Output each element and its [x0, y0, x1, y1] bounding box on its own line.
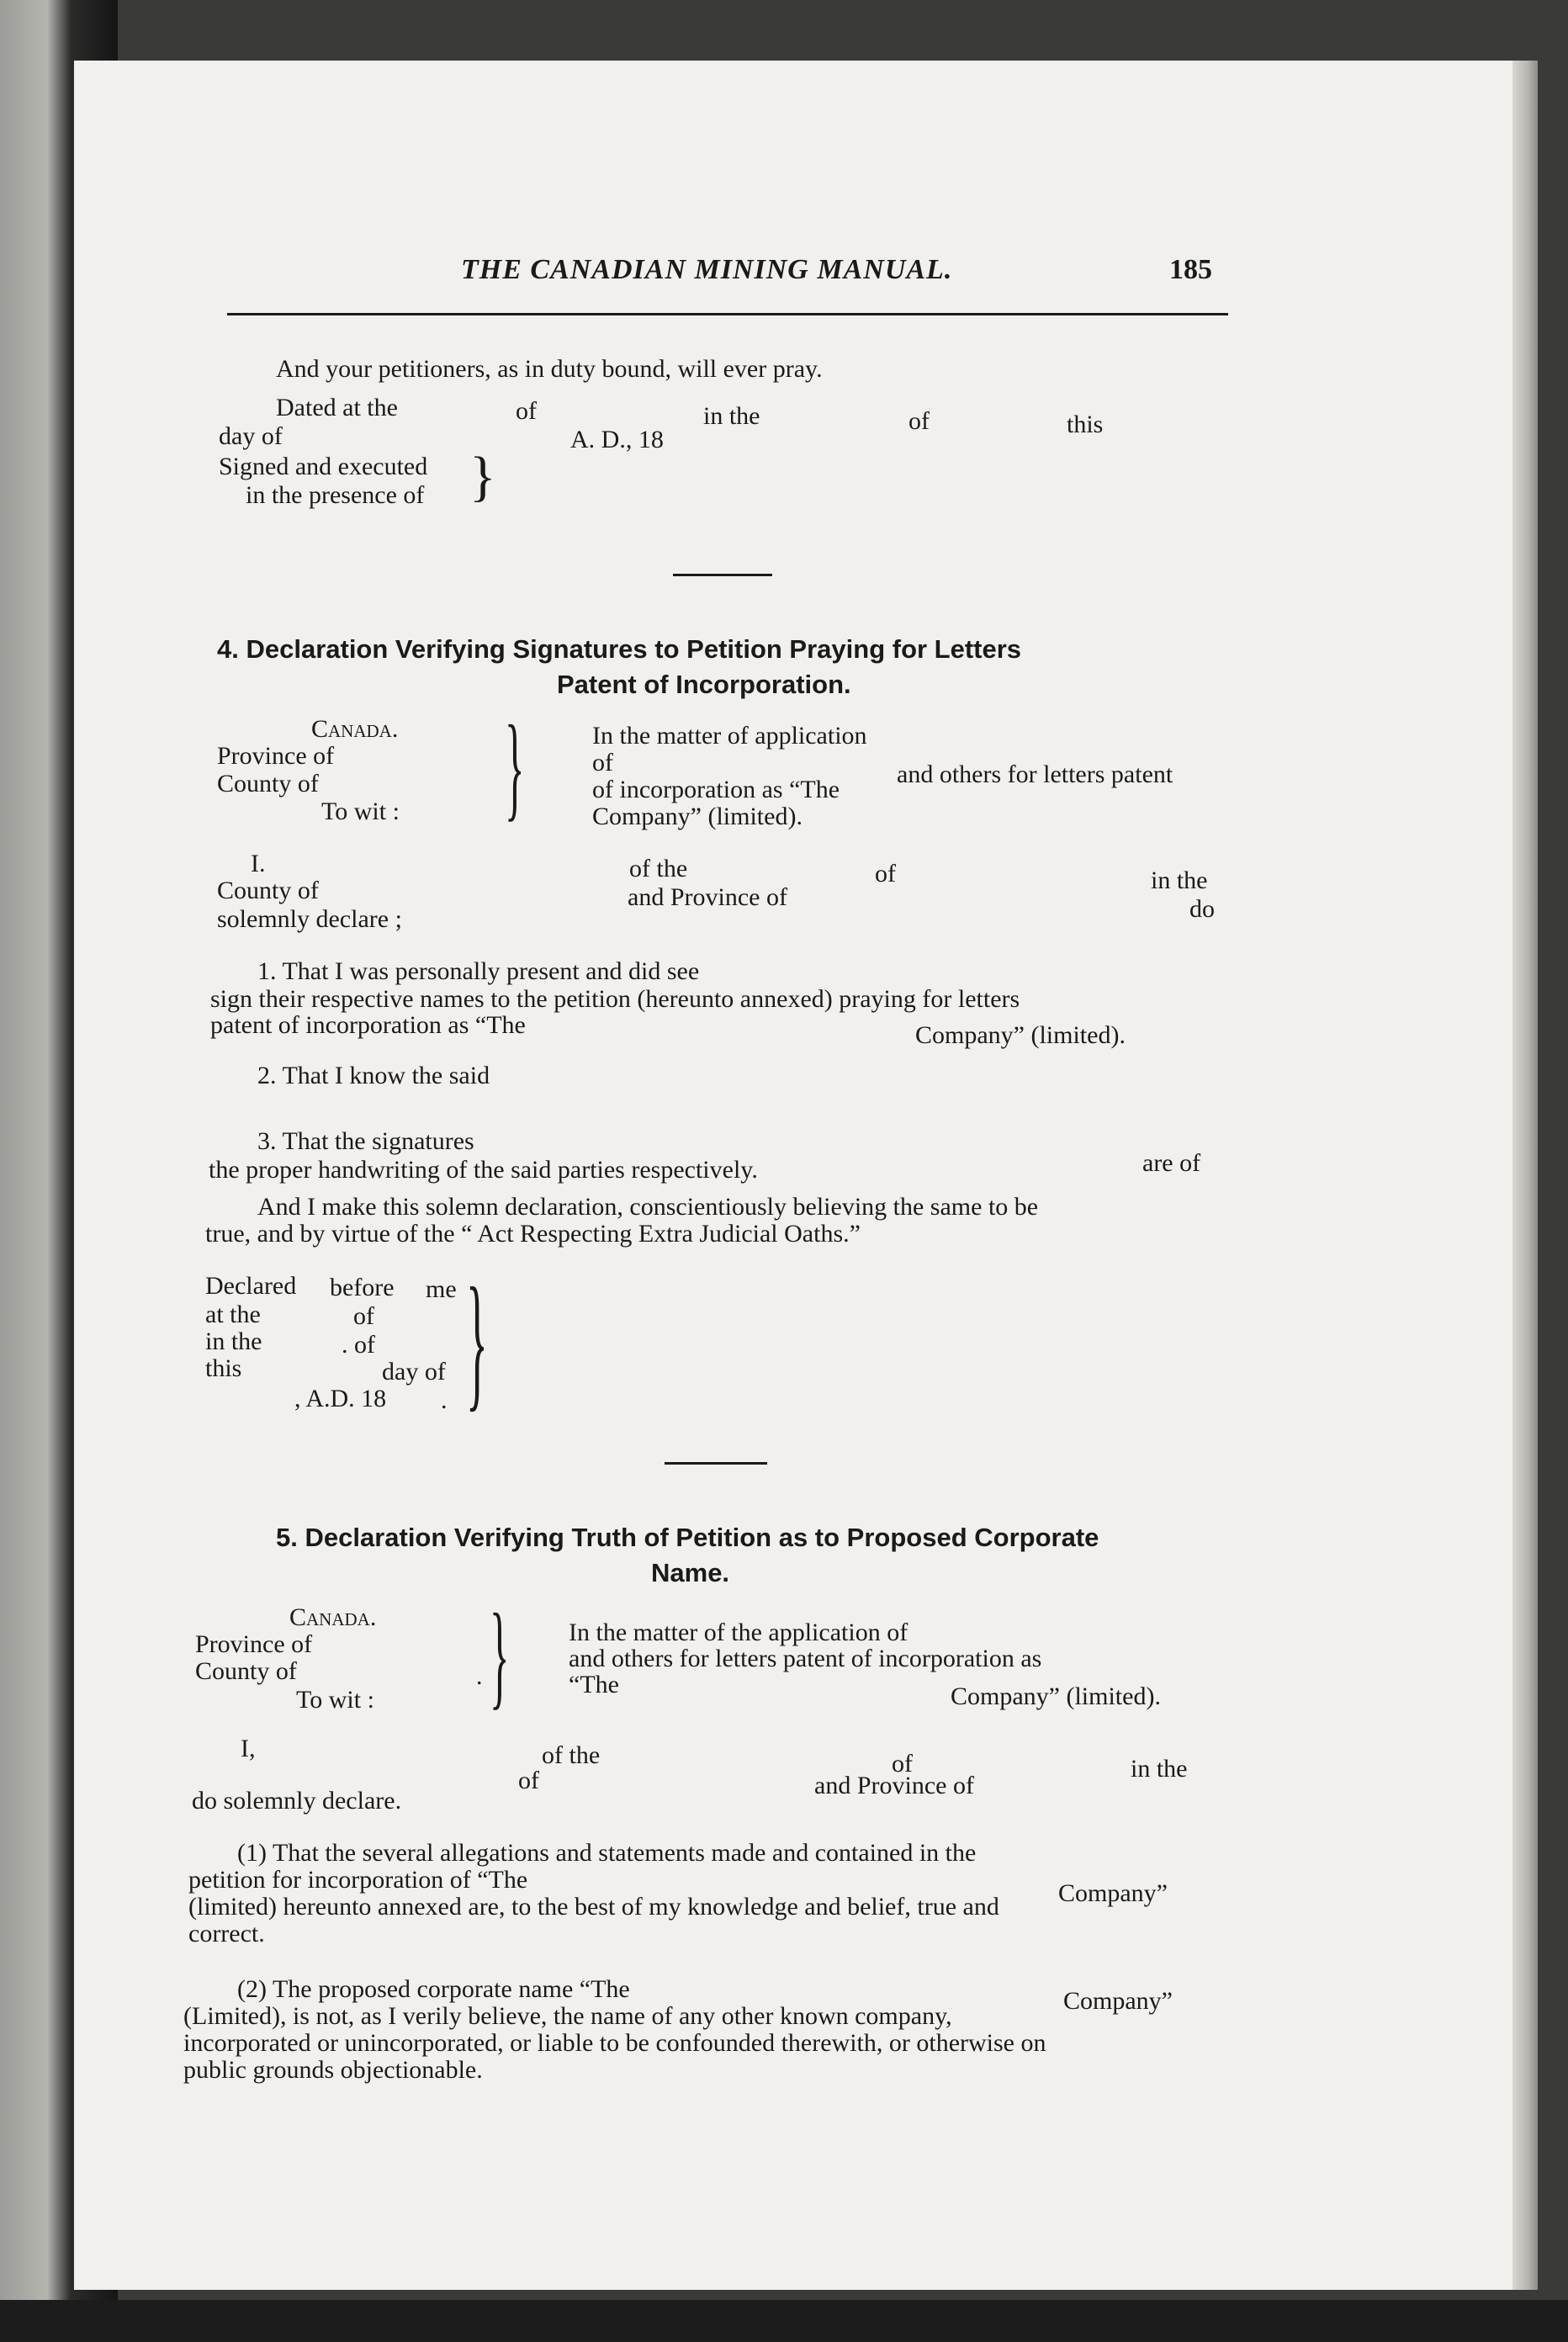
para-1-line-1: (1) That the several allegations and statements made and contained in the — [237, 1839, 977, 1867]
in-the-label: in the — [703, 402, 760, 430]
section-divider — [665, 1462, 767, 1465]
of-label: of — [518, 1767, 539, 1794]
of-the-label: of the — [542, 1741, 601, 1769]
county-label: County of — [217, 770, 319, 797]
para-1-line-3: (limited) hereunto annexed are, to the best of my knowledge and belief, true and — [188, 1893, 999, 1921]
province-label: Province of — [217, 742, 335, 770]
declared-line-4b: day of — [382, 1358, 446, 1386]
matter-line-2: and others for letters patent of incorporation as — [569, 1645, 1042, 1672]
para-4-line-1: And I make this solemn declaration, conscientiously believing the same to be — [257, 1193, 1039, 1221]
para-2-line-1: (2) The proposed corporate name “The — [237, 1975, 630, 2003]
section5-heading-line1: 5. Declaration Verifying Truth of Petition as to Proposed Corporate — [276, 1523, 1099, 1552]
do-label: do — [1189, 895, 1215, 923]
para-3-line-1b: are of — [1142, 1149, 1201, 1177]
to-wit-label: To wit : — [321, 797, 400, 825]
matter-line-3: of incorporation as “The — [592, 776, 840, 803]
ad-label: A. D., 18 — [570, 426, 664, 453]
scan-bottom-margin — [0, 2300, 1568, 2342]
para-3-line-2: the proper handwriting of the said parties respectively. — [209, 1156, 758, 1184]
i-label: I, — [241, 1735, 256, 1762]
of-label: of — [908, 407, 930, 435]
declared-line-3a: in the — [205, 1327, 262, 1355]
matter-line-2b: and others for letters patent — [897, 760, 1173, 788]
book-page — [74, 61, 1538, 2290]
section-divider — [673, 574, 772, 576]
page-number: 185 — [1169, 254, 1212, 285]
declared-line-1a: Declared — [205, 1272, 297, 1300]
section4-heading-line1: 4. Declaration Verifying Signatures to Petition Praying for Letters — [217, 634, 1022, 664]
solemnly-label: solemnly declare ; — [217, 905, 402, 933]
para-1-line-3: patent of incorporation as “The — [210, 1011, 526, 1039]
i-label: I. — [251, 850, 266, 877]
do-solemnly-label: do solemnly declare. — [192, 1787, 402, 1815]
section4-heading-line2: Patent of Incorporation. — [557, 670, 851, 699]
para-2-line-3: incorporated or unincorporated, or liable to be confounded therewith, or otherwise on — [183, 2029, 1046, 2057]
county-of-label: County of — [217, 877, 319, 904]
para-4-line-2: true, and by virtue of the “ Act Respecting Extra Judicial Oaths.” — [205, 1220, 861, 1248]
page-edge — [1512, 61, 1538, 2290]
para-3-line-1: 3. That the signatures — [257, 1127, 474, 1155]
this-label: this — [1067, 411, 1104, 438]
day-of-label: day of — [219, 422, 283, 450]
brace: } — [466, 1257, 488, 1424]
in-the-label: in the — [1151, 866, 1208, 894]
in-the-label: in the — [1131, 1755, 1188, 1783]
canada-label: Canada. — [289, 1603, 377, 1631]
of-the-label: of the — [629, 855, 688, 882]
para-2: 2. That I know the said — [257, 1062, 490, 1089]
declared-line-1b: before — [330, 1274, 395, 1301]
para-1-line-2: sign their respective names to the petition (hereunto annexed) praying for letters — [210, 985, 1020, 1013]
county-label: County of — [195, 1657, 297, 1685]
declared-line-2a: at the — [205, 1301, 261, 1328]
declared-line-4a: this — [205, 1354, 242, 1382]
para-2-line-4: public grounds objectionable. — [183, 2056, 483, 2084]
and-province-label: and Province of — [814, 1772, 974, 1799]
declared-line-5b: . — [441, 1386, 448, 1414]
pray-line: And your petitioners, as in duty bound, will ever pray. — [276, 355, 823, 383]
running-title: THE CANADIAN MINING MANUAL. — [461, 254, 953, 285]
canada-label: Canada. — [311, 715, 399, 743]
declared-line-1c: me — [426, 1275, 457, 1303]
para-1-line-3b: Company” (limited). — [915, 1021, 1126, 1049]
of-label: of — [516, 397, 537, 425]
of-label: of — [892, 1750, 913, 1778]
para-2-line-1b: Company” — [1063, 1987, 1173, 2015]
to-wit-label: To wit : — [296, 1686, 374, 1714]
header-rule — [227, 313, 1228, 315]
declared-line-2b: of — [353, 1302, 374, 1330]
declared-line-5: , A.D. 18 — [294, 1385, 387, 1412]
signed-line-2: in the presence of — [246, 481, 425, 509]
and-province-label: and Province of — [628, 883, 787, 911]
matter-line-3: “The — [569, 1671, 619, 1698]
section5-heading-line2: Name. — [651, 1558, 730, 1587]
declared-line-3b: . of — [342, 1331, 375, 1359]
matter-line-4: Company” (limited). — [592, 803, 803, 830]
para-1-line-1: 1. That I was personally present and did see — [257, 957, 700, 985]
para-2-line-2: (Limited), is not, as I verily believe, the name of any other known company, — [183, 2002, 952, 2030]
brace: } — [469, 446, 496, 507]
province-label: Province of — [195, 1630, 313, 1658]
matter-line-2: of — [592, 749, 613, 776]
para-1-line-2b: Company” — [1058, 1879, 1168, 1907]
dot-mark: . — [476, 1662, 483, 1690]
matter-line-1: In the matter of application — [592, 722, 867, 750]
para-1-line-4: correct. — [188, 1920, 265, 1947]
signed-line-1: Signed and executed — [219, 453, 428, 480]
para-1-line-2: petition for incorporation of “The — [188, 1866, 528, 1894]
brace: } — [505, 702, 525, 832]
of-label: of — [875, 860, 896, 888]
brace: } — [490, 1590, 510, 1720]
matter-line-4: Company” (limited). — [951, 1682, 1161, 1710]
dated-at-label: Dated at the — [276, 394, 398, 421]
matter-line-1: In the matter of the application of — [569, 1619, 908, 1646]
